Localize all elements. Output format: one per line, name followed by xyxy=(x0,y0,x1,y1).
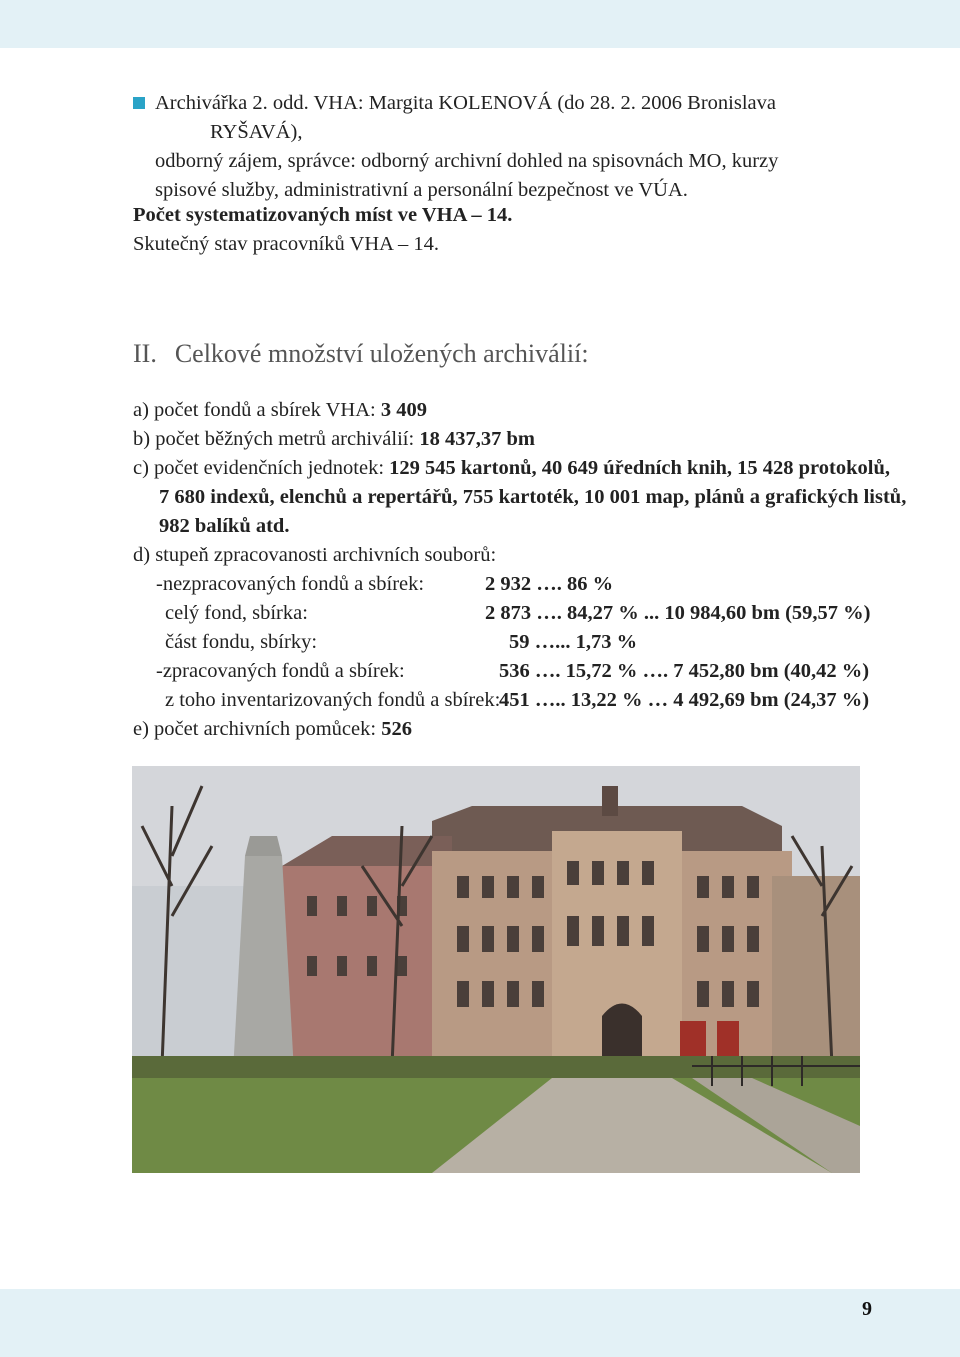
stat-d-label: d) stupeň zpracovanosti archivních souborů: xyxy=(133,544,497,566)
bottom-band xyxy=(0,1289,960,1357)
stat-c-label: c) počet evidenčních jednotek: xyxy=(133,457,390,479)
stat-c xyxy=(133,454,893,483)
section-title xyxy=(133,339,589,369)
stat-d-row-3-value: 59 …... 1,73 % xyxy=(509,631,638,653)
stat-c-cont-1 xyxy=(133,483,907,512)
page-number: 9 xyxy=(862,1298,872,1320)
bullet-square-icon xyxy=(133,97,145,109)
stat-d-row-4-label: -zpracovaných fondů a sbírek: xyxy=(156,660,405,682)
stat-c-cont-2 xyxy=(133,512,893,541)
stat-d-row-2-label: celý fond, sbírka: xyxy=(165,602,308,624)
stat-d-row-2-value: 2 873 …. 84,27 % ... 10 984,60 bm (59,57 %) xyxy=(485,602,871,624)
stat-d-row-5 xyxy=(133,686,893,715)
systemized-count: Počet systematizovaných míst ve VHA – 14. xyxy=(133,204,513,226)
stats-list xyxy=(133,396,907,744)
section-number: II. xyxy=(133,339,157,368)
stat-d-row-1-value: 2 932 …. 86 % xyxy=(485,573,614,595)
stat-d-row-1 xyxy=(133,570,893,599)
stat-d-row-4 xyxy=(133,657,893,686)
staff-line-1: Archivářka 2. odd. VHA: Margita KOLENOVÁ (do 28. 2. 2006 Bronislava RYŠAVÁ), xyxy=(155,92,776,143)
stat-d-row-3-label: část fondu, sbírky: xyxy=(165,631,318,653)
stat-d-row-2 xyxy=(133,599,893,628)
stat-e-value: 526 xyxy=(381,718,412,740)
top-band xyxy=(0,0,960,48)
stat-d-row-5-value: 451 ….. 13,22 % … 4 492,69 bm (24,37 %) xyxy=(499,689,870,711)
stat-b-label: b) počet běžných metrů archiválií: xyxy=(133,428,420,450)
staff-line-3: spisové služby, administrativní a personální bezpečnost ve VÚA. xyxy=(155,179,688,201)
stat-b-value: 18 437,37 bm xyxy=(419,428,535,450)
stat-d-row-3 xyxy=(133,628,893,657)
stat-d xyxy=(133,541,893,570)
stat-e-label: e) počet archivních pomůcek: xyxy=(133,718,382,740)
archive-building-photo xyxy=(132,766,860,1173)
staff-counts xyxy=(133,201,512,259)
stat-d-row-1-label: -nezpracovaných fondů a sbírek: xyxy=(156,573,425,595)
stat-a-value: 3 409 xyxy=(380,399,427,421)
staff-text xyxy=(155,89,873,205)
stat-e xyxy=(133,715,893,744)
stat-c-value-1: 129 545 kartonů, 40 649 úředních knih, 15 428 protokolů, xyxy=(389,457,890,479)
staff-line-2: odborný zájem, správce: odborný archivní dohled na spisovnách MO, kurzy xyxy=(155,150,779,172)
stat-c-value-3: 982 balíků atd. xyxy=(159,515,290,537)
actual-count: Skutečný stav pracovníků VHA – 14. xyxy=(133,233,439,255)
stat-c-value-2: 7 680 indexů, elenchů a repertářů, 755 kartoték, 10 001 map, plánů a grafických listů, xyxy=(159,486,907,508)
staff-bullet-item xyxy=(133,89,873,205)
stat-b xyxy=(133,425,893,454)
stat-a xyxy=(133,396,893,425)
stat-d-row-4-value: 536 …. 15,72 % …. 7 452,80 bm (40,42 %) xyxy=(499,660,870,682)
section-title-text: Celkové množství uložených archiválií: xyxy=(174,339,589,368)
stat-d-row-5-label: z toho inventarizovaných fondů a sbírek: xyxy=(165,689,501,711)
stat-a-label: a) počet fondů a sbírek VHA: xyxy=(133,399,381,421)
